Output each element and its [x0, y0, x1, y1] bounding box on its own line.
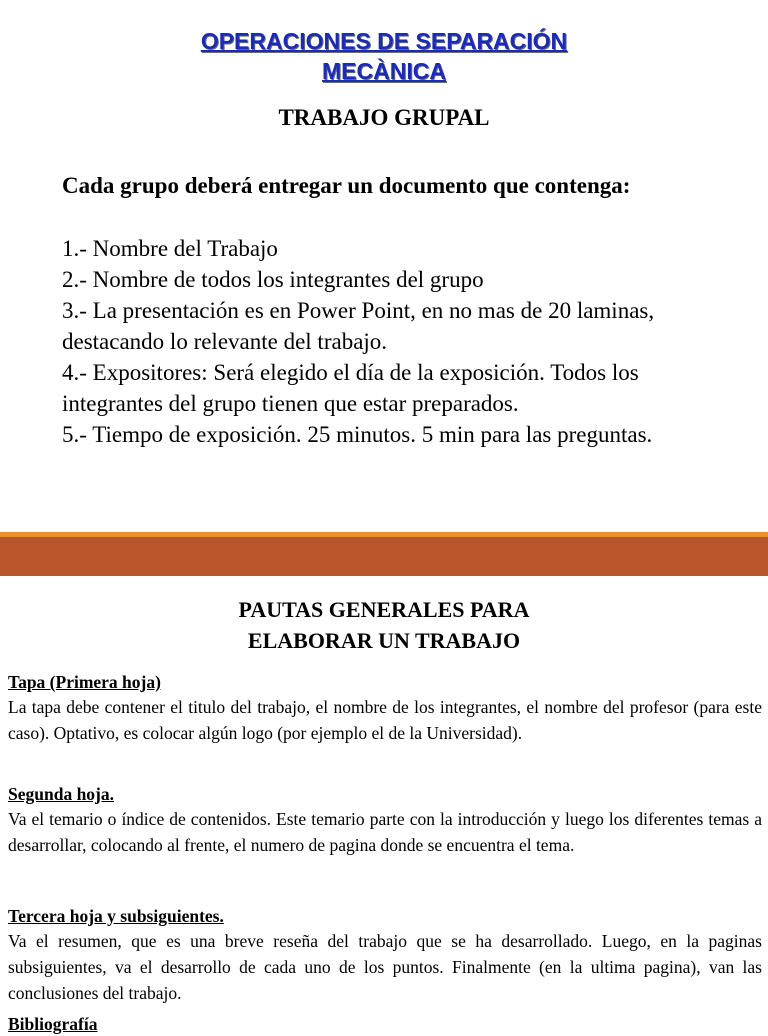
section-segunda-hoja	[8, 782, 762, 858]
slide2-title-line-2: ELABORAR UN TRABAJO	[247, 628, 521, 653]
intro-text: Cada grupo deberá entregar un documento que contenga:	[62, 173, 631, 198]
page-title	[0, 26, 768, 86]
title-line-2: MECÀNICA	[322, 58, 446, 84]
requirements-list	[62, 233, 702, 450]
list-item: 5.- Tiempo de exposición. 25 minutos. 5 min para las preguntas.	[62, 422, 653, 447]
list-item: 4.- Expositores: Será elegido el día de la exposición. Todos los integrantes del grupo tienen que estar preparados.	[62, 360, 639, 416]
section-body: Va el temario o índice de contenidos. Este temario parte con la introducción y luego los diferentes temas a desarrollar, colocando al frente, el numero de pagina donde se encuentra el tema.	[8, 809, 762, 855]
section-heading: Tercera hoja y subsiguientes.	[8, 906, 224, 926]
section-heading: Bibliografía	[8, 1014, 98, 1034]
slide-divider-band	[0, 537, 768, 576]
list-item: 1.- Nombre del Trabajo	[62, 236, 278, 261]
slide2-title	[0, 594, 768, 656]
section-body: Va el resumen, que es una breve reseña del trabajo que se ha desarrollado. Luego, en la paginas subsiguientes, va el desarrollo de cada uno de los puntos. Finalmente (en la ultima pagina), van las conclusiones del trabajo.	[8, 931, 762, 1003]
list-item: 3.- La presentación es en Power Point, en no mas de 20 laminas, destacando lo relevante del trabajo.	[62, 298, 655, 354]
title-line-1: OPERACIONES DE SEPARACIÓN	[200, 28, 568, 54]
section-tercera-hoja	[8, 904, 762, 1006]
section-heading: Tapa (Primera hoja)	[8, 672, 161, 692]
list-item: 2.- Nombre de todos los integrantes del grupo	[62, 267, 484, 292]
section-heading: Segunda hoja.	[8, 784, 115, 804]
section-bibliografia	[8, 1012, 762, 1036]
slide-pautas-generales	[0, 576, 768, 1034]
slide-subtitle: TRABAJO GRUPAL	[278, 105, 490, 130]
section-body: La tapa debe contener el titulo del trabajo, el nombre de los integrantes, el nombre del profesor (para este caso). Optativo, es colocar algún logo (por ejemplo el de la Universidad).	[8, 697, 762, 743]
section-tapa	[8, 670, 762, 746]
slide2-title-line-1: PAUTAS GENERALES PARA	[238, 597, 530, 622]
